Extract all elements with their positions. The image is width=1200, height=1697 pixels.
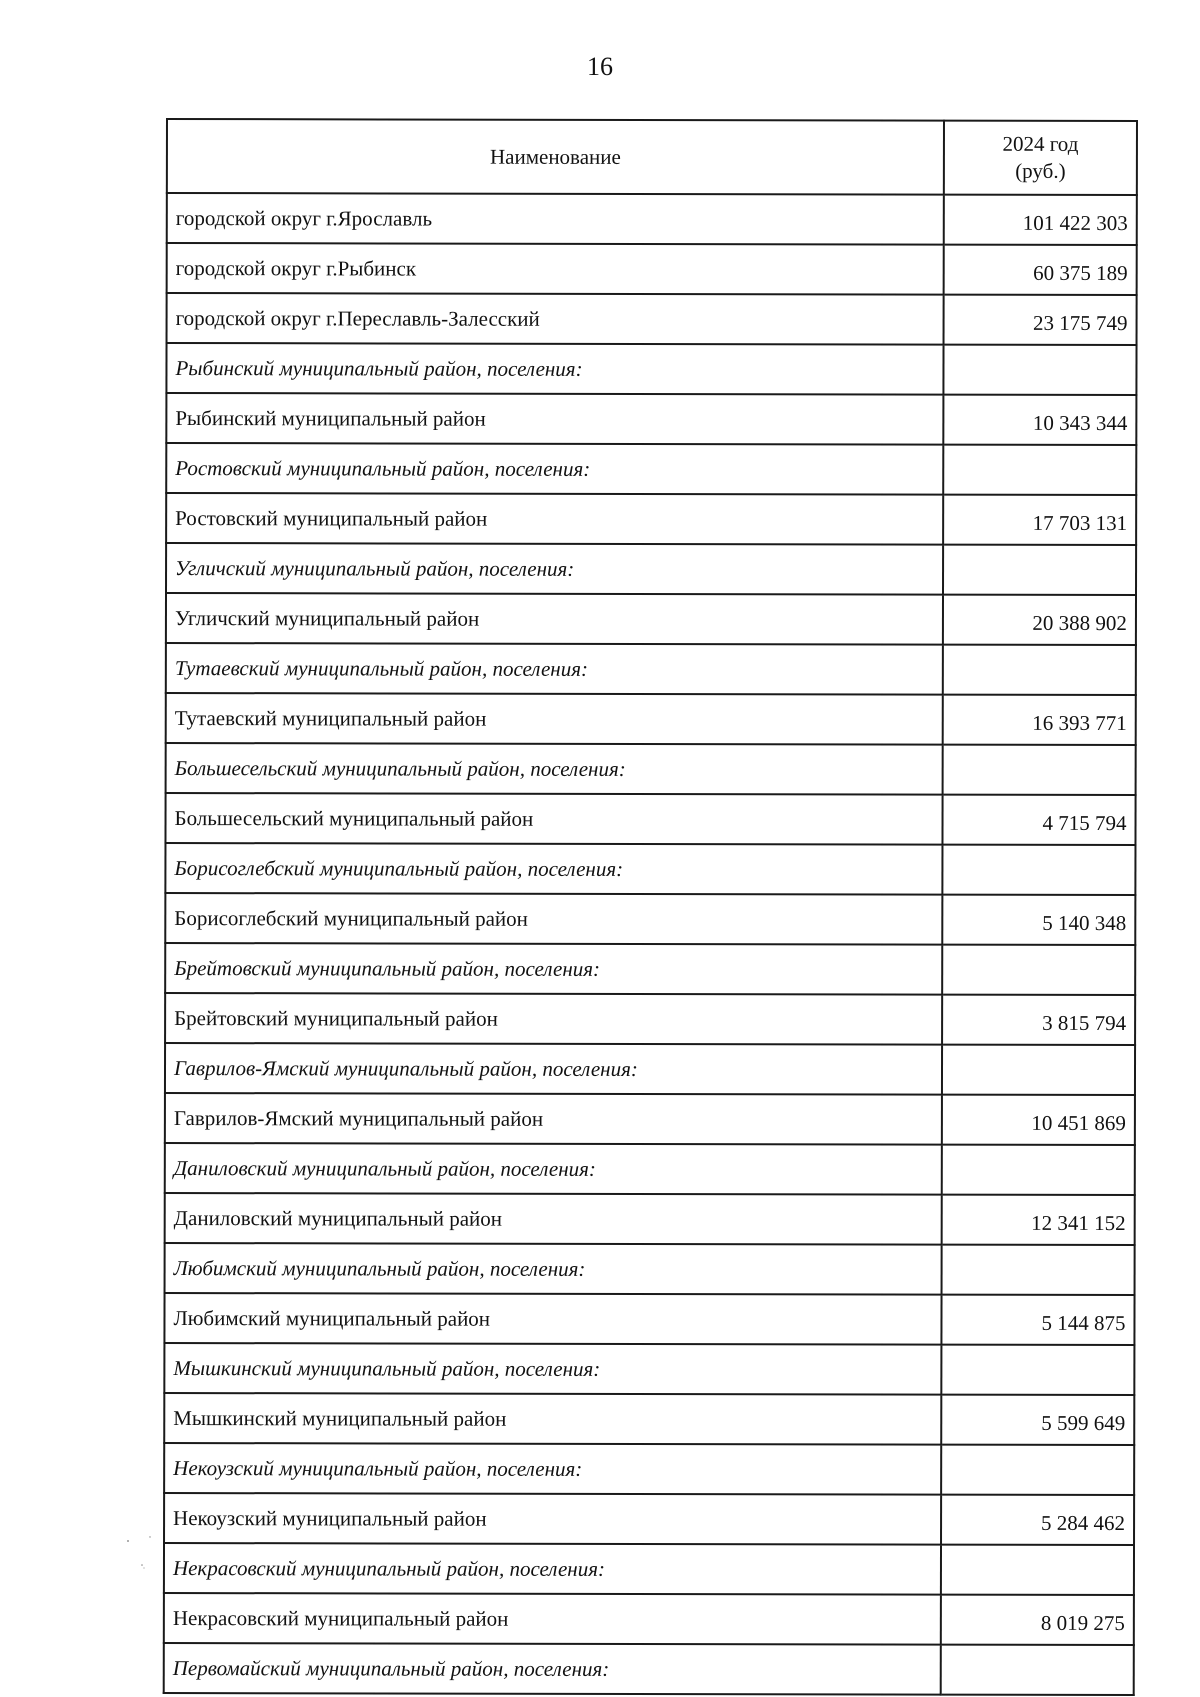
row-value-cell: 4 715 794	[942, 795, 1135, 845]
table-row	[167, 193, 1137, 245]
row-value-cell	[943, 445, 1136, 495]
row-value-cell	[943, 345, 1136, 395]
row-name-cell: городской округ г.Ярославль	[167, 193, 944, 245]
row-value-cell: 8 019 275	[941, 1595, 1134, 1645]
row-name-cell: Борисоглебский муниципальный район, поселения:	[165, 843, 942, 895]
column-header-year-label: 2024 год	[1002, 131, 1079, 156]
row-name-cell: Большесельский муниципальный район, поселения:	[166, 743, 943, 795]
table-row	[164, 1593, 1134, 1645]
row-value-cell	[943, 545, 1136, 595]
table-row-group-heading	[166, 343, 1136, 395]
table-row-group-heading	[166, 643, 1136, 695]
row-name-cell: Любимский муниципальный район	[164, 1293, 941, 1345]
document-sheet	[163, 118, 1136, 1696]
table-row-group-heading	[164, 1643, 1134, 1695]
row-value-cell: 3 815 794	[942, 995, 1135, 1045]
table-row	[167, 243, 1137, 295]
table-row-group-heading	[166, 443, 1136, 495]
table-row	[165, 793, 1135, 845]
row-value-cell	[942, 1145, 1135, 1195]
table-row	[166, 593, 1136, 645]
table-row-group-heading	[164, 1543, 1134, 1595]
row-value-cell: 20 388 902	[943, 595, 1136, 645]
table-row	[164, 1393, 1134, 1445]
row-name-cell: Гаврилов-Ямский муниципальный район	[165, 1093, 942, 1145]
row-name-cell: Рыбинский муниципальный район, поселения:	[166, 343, 943, 395]
row-name-cell: Первомайский муниципальный район, поселения:	[164, 1643, 941, 1695]
row-name-cell: Угличский муниципальный район	[166, 593, 943, 645]
row-value-cell	[942, 1245, 1135, 1295]
table-row	[164, 1293, 1134, 1345]
table-row-group-heading	[165, 843, 1135, 895]
row-value-cell: 10 343 344	[943, 395, 1136, 445]
table-row	[165, 1193, 1135, 1245]
row-value-cell: 5 144 875	[941, 1295, 1134, 1345]
table-row	[166, 493, 1136, 545]
scan-specks	[120, 1535, 180, 1575]
table-header	[167, 119, 1137, 195]
row-name-cell: Тутаевский муниципальный район, поселения:	[166, 643, 943, 695]
table-row	[164, 1493, 1134, 1545]
table-row-group-heading	[166, 743, 1136, 795]
column-header-unit: (руб.)	[1015, 158, 1066, 183]
table-row-group-heading	[165, 1243, 1135, 1295]
table-body	[164, 193, 1137, 1695]
row-value-cell: 5 599 649	[941, 1395, 1134, 1445]
row-name-cell: Некоузский муниципальный район	[164, 1493, 941, 1545]
row-name-cell: Большесельский муниципальный район	[165, 793, 942, 845]
row-value-cell	[942, 845, 1135, 895]
row-name-cell: Мышкинский муниципальный район	[164, 1393, 941, 1445]
row-value-cell: 10 451 869	[942, 1095, 1135, 1145]
table-row	[165, 1093, 1135, 1145]
row-value-cell	[943, 745, 1136, 795]
row-name-cell: Ростовский муниципальный район, поселения:	[166, 443, 943, 495]
table-header-row	[167, 119, 1137, 195]
row-value-cell: 101 422 303	[944, 195, 1137, 245]
budget-table	[163, 118, 1138, 1696]
row-value-cell: 12 341 152	[942, 1195, 1135, 1245]
table-row	[166, 393, 1136, 445]
row-value-cell: 23 175 749	[944, 295, 1137, 345]
row-value-cell: 16 393 771	[943, 695, 1136, 745]
column-header-name: Наименование	[167, 119, 944, 195]
table-row-group-heading	[164, 1343, 1134, 1395]
table-row	[165, 993, 1135, 1045]
table-row-group-heading	[165, 1143, 1135, 1195]
row-value-cell	[943, 645, 1136, 695]
row-value-cell	[942, 1045, 1135, 1095]
row-value-cell	[941, 1645, 1134, 1695]
row-name-cell: Некрасовский муниципальный район	[164, 1593, 941, 1645]
table-row	[167, 293, 1137, 345]
row-name-cell: городской округ г.Рыбинск	[167, 243, 944, 295]
row-name-cell: Брейтовский муниципальный район	[165, 993, 942, 1045]
row-name-cell: Гаврилов-Ямский муниципальный район, поселения:	[165, 1043, 942, 1095]
row-name-cell: городской округ г.Переславль-Залесский	[167, 293, 944, 345]
row-name-cell: Борисоглебский муниципальный район	[165, 893, 942, 945]
row-name-cell: Мышкинский муниципальный район, поселения:	[164, 1343, 941, 1395]
row-name-cell: Любимский муниципальный район, поселения:	[165, 1243, 942, 1295]
row-value-cell	[942, 945, 1135, 995]
table-row	[166, 693, 1136, 745]
row-value-cell: 5 140 348	[942, 895, 1135, 945]
row-name-cell: Даниловский муниципальный район, поселения:	[165, 1143, 942, 1195]
column-header-year	[944, 121, 1137, 195]
row-name-cell: Некрасовский муниципальный район, поселения:	[164, 1543, 941, 1595]
row-value-cell: 17 703 131	[943, 495, 1136, 545]
row-name-cell: Тутаевский муниципальный район	[166, 693, 943, 745]
row-name-cell: Даниловский муниципальный район	[165, 1193, 942, 1245]
row-value-cell	[941, 1545, 1134, 1595]
page-number: 16	[587, 52, 613, 81]
row-value-cell	[941, 1345, 1134, 1395]
table-row-group-heading	[165, 943, 1135, 995]
row-value-cell: 5 284 462	[941, 1495, 1134, 1545]
row-value-cell	[941, 1445, 1134, 1495]
table-row-group-heading	[164, 1443, 1134, 1495]
row-name-cell: Угличский муниципальный район, поселения:	[166, 543, 943, 595]
table-row	[165, 893, 1135, 945]
row-name-cell: Ростовский муниципальный район	[166, 493, 943, 545]
row-value-cell: 60 375 189	[944, 245, 1137, 295]
table-row-group-heading	[166, 543, 1136, 595]
table-row-group-heading	[165, 1043, 1135, 1095]
row-name-cell: Брейтовский муниципальный район, поселения:	[165, 943, 942, 995]
row-name-cell: Некоузский муниципальный район, поселения:	[164, 1443, 941, 1495]
row-name-cell: Рыбинский муниципальный район	[166, 393, 943, 445]
